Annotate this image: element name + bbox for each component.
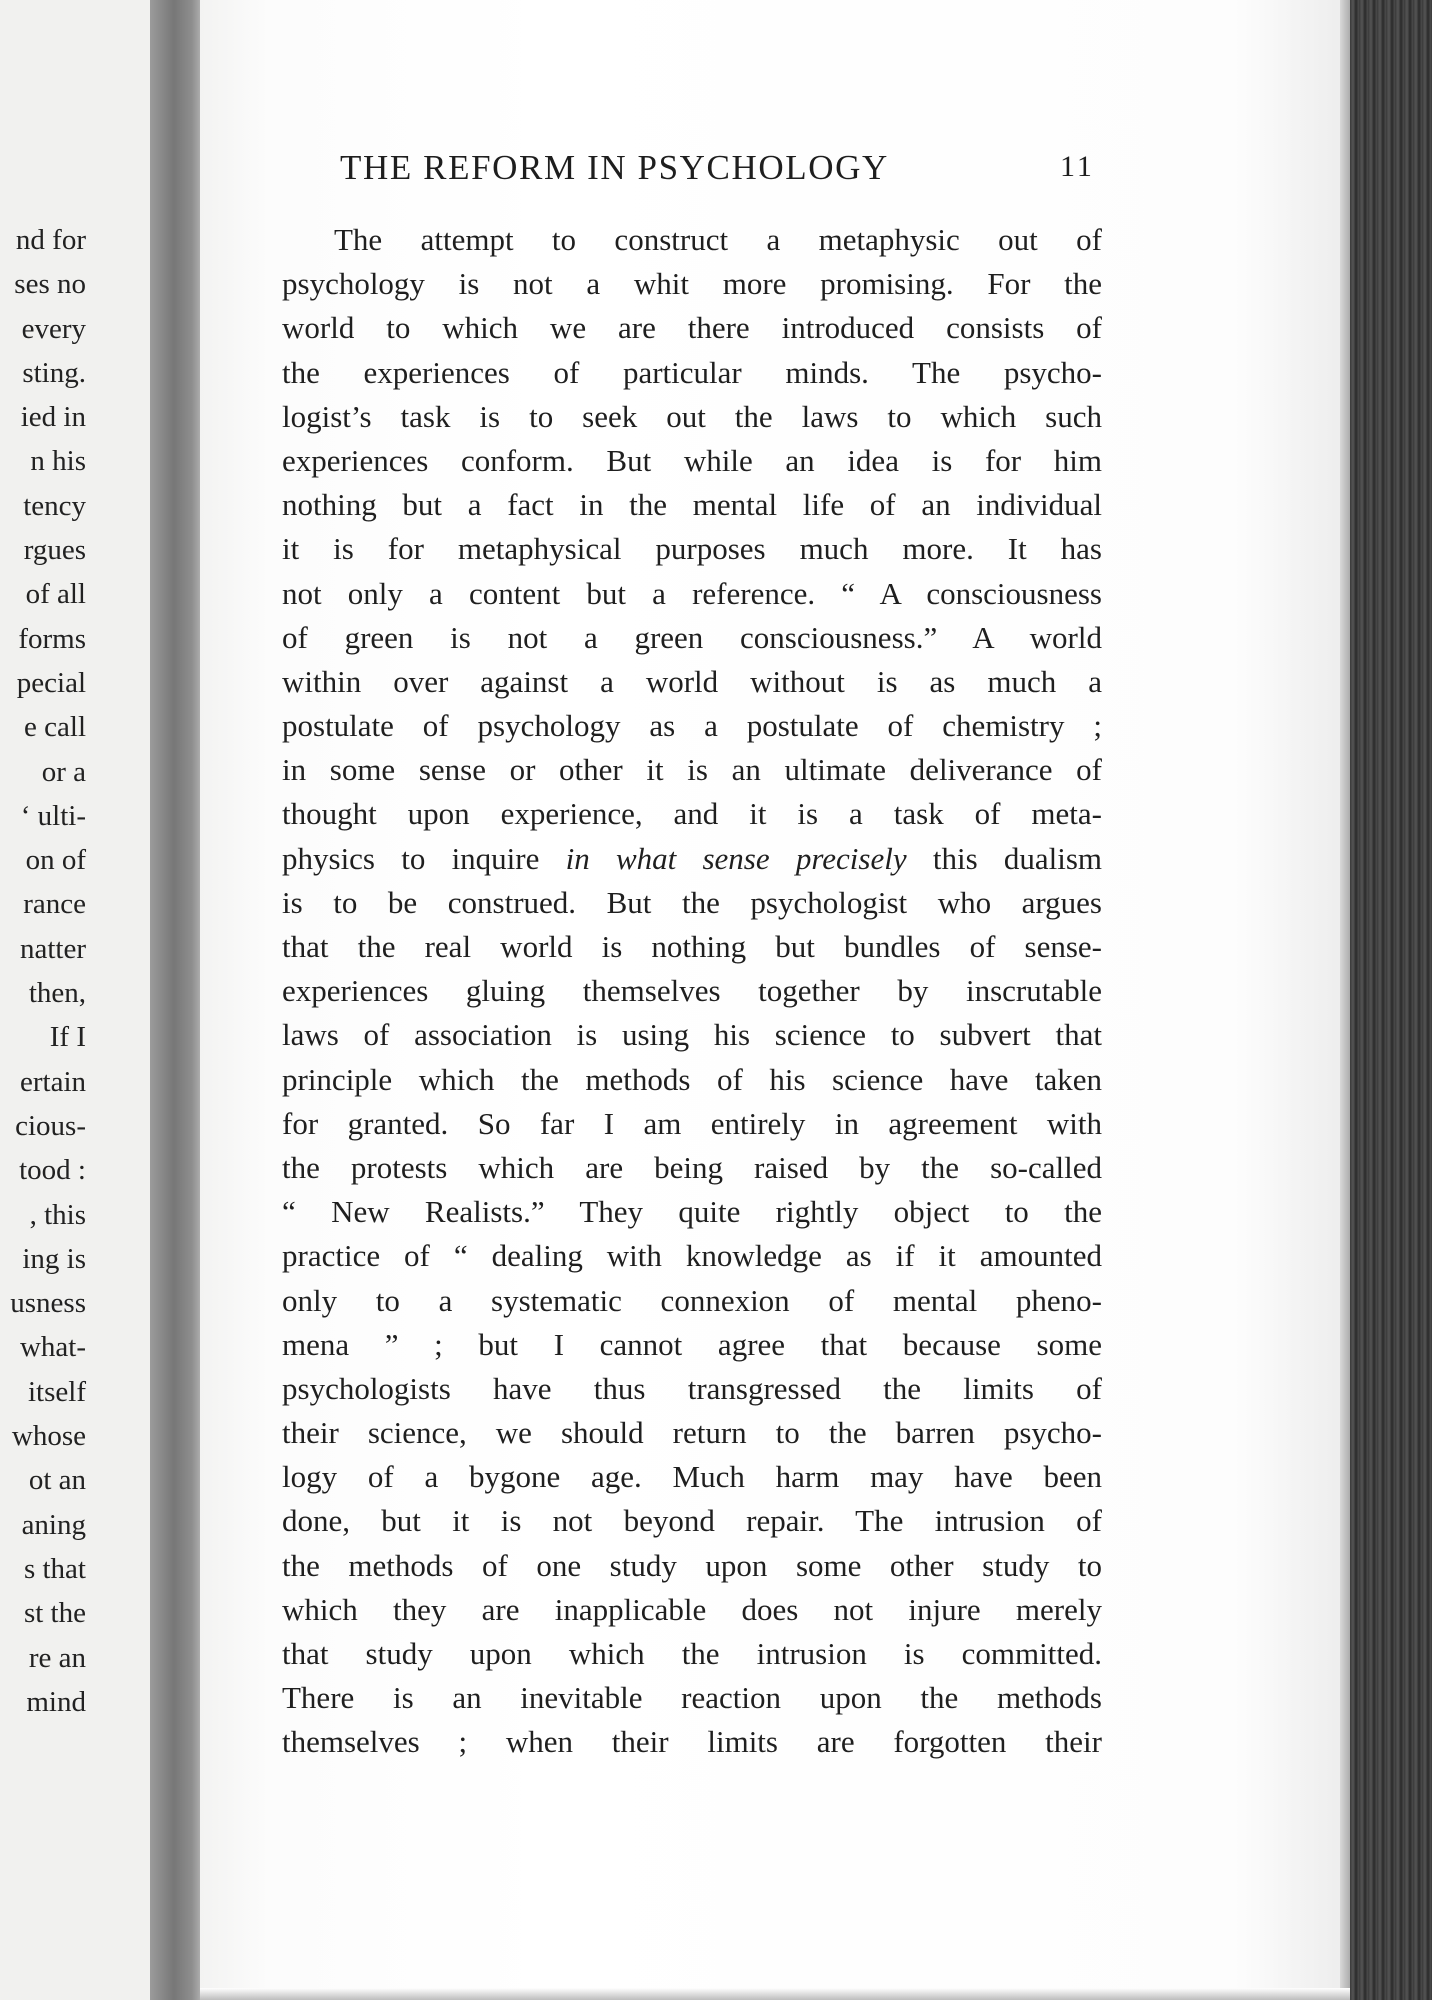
facing-page-line: ertain (19, 1065, 86, 1098)
facing-page-line: pecial (16, 666, 86, 699)
page-bottom-edge (200, 1988, 1350, 2000)
text-line-with-italic (282, 837, 1102, 881)
text-line: There is an inevitable reaction upon the methods (282, 1680, 1102, 1716)
running-head: THE REFORM IN PSYCHOLOGY (340, 148, 889, 187)
facing-page-line: s that (23, 1552, 86, 1585)
text-line: of green is not a green consciousness.” A world (282, 619, 1102, 655)
text-line: themselves ; when their limits are forgotten their (282, 1724, 1102, 1760)
text-line: that study upon which the intrusion is committed. (282, 1636, 1102, 1671)
text-line: within over against a world without is as much a (282, 663, 1102, 699)
facing-page-line: If I (49, 1021, 86, 1054)
facing-page-line: tood : (19, 1154, 86, 1187)
text-line: the experiences of particular minds. The psycho- (282, 354, 1102, 390)
facing-page-line: of all (25, 578, 86, 611)
facing-page-line: ied in (20, 401, 86, 434)
text-line: thought upon experience, and it is a task of meta- (282, 796, 1102, 832)
book-fore-edge (1350, 0, 1432, 2000)
text-line: principle which the methods of his science have taken (282, 1061, 1102, 1097)
text-line: postulate of psychology as a postulate of chemistry ; (282, 708, 1102, 744)
facing-page-line: nd for (15, 224, 86, 256)
text-line: experiences gluing themselves together by inscrutable (282, 973, 1102, 1009)
text-segment: physics to inquire (282, 840, 540, 876)
text-line: their science, we should return to the barren psycho- (282, 1415, 1102, 1451)
text-line: experiences conform. But while an idea is for him (282, 442, 1102, 478)
facing-page-line: ses no (14, 268, 86, 301)
facing-page-line: or a (41, 755, 86, 788)
text-segment: this dualism (932, 840, 1103, 876)
text-line: nothing but a fact in the mental life of an individual (282, 487, 1102, 523)
facing-page-text (0, 218, 86, 1724)
text-line: is to be construed. But the psychologist who argues (282, 884, 1102, 920)
facing-page-line: then, (28, 977, 86, 1010)
text-line: not only a content but a reference. “ A consciousness (282, 575, 1102, 611)
facing-page-line: on of (25, 844, 86, 877)
facing-page-line: rgues (23, 534, 86, 567)
text-line: laws of association is using his science to subvert that (282, 1017, 1102, 1053)
text-line: psychology is not a whit more promising. For the (282, 266, 1102, 302)
text-line: logy of a bygone age. Much harm may have been (282, 1459, 1102, 1495)
facing-page-line: st the (23, 1597, 86, 1630)
facing-page-line: itself (28, 1375, 86, 1408)
facing-page-line: forms (18, 622, 86, 655)
text-line: The attempt to construct a metaphysic out of (334, 222, 1102, 257)
facing-page-line: n his (30, 445, 86, 478)
italic-phrase: in what sense precisely (565, 840, 907, 876)
facing-page-line: aning (21, 1508, 86, 1541)
facing-page-line: , this (29, 1198, 86, 1231)
facing-page-line: usness (10, 1287, 86, 1320)
text-line: it is for metaphysical purposes much more. It has (282, 531, 1102, 567)
text-line: world to which we are there introduced consists of (282, 310, 1102, 346)
facing-page-line: re an (28, 1641, 86, 1674)
facing-page-line: natter (19, 932, 86, 965)
facing-page-line: e call (24, 711, 86, 744)
facing-page-line: ot an (28, 1464, 86, 1497)
page-header (340, 148, 1100, 198)
text-line: mena ” ; but I cannot agree that because some (282, 1326, 1102, 1362)
facing-page-line: every (21, 312, 86, 345)
body-text (282, 218, 1102, 1765)
facing-page-line: tency (23, 489, 86, 522)
text-line: the protests which are being raised by the so-called (282, 1149, 1102, 1185)
facing-page (0, 0, 150, 2000)
facing-page-line: whose (11, 1420, 86, 1453)
text-line: psychologists have thus transgressed the limits of (282, 1370, 1102, 1406)
facing-page-line: mind (26, 1685, 86, 1718)
text-line: the methods of one study upon some other study to (282, 1547, 1102, 1583)
facing-page-line: ‘ ulti- (20, 799, 86, 832)
page-number: 11 (1060, 150, 1095, 183)
text-line: for granted. So far I am entirely in agreement with (282, 1105, 1102, 1141)
facing-page-line: sting. (22, 356, 86, 389)
text-line: that the real world is nothing but bundles of sense- (282, 929, 1102, 964)
text-line: practice of “ dealing with knowledge as if it amounted (282, 1238, 1102, 1274)
text-line: “ New Realists.” They quite rightly object to the (282, 1194, 1102, 1230)
text-line: in some sense or other it is an ultimate deliverance of (282, 752, 1102, 788)
text-line: only to a systematic connexion of mental pheno- (282, 1282, 1102, 1318)
text-line: which they are inapplicable does not injure merely (282, 1591, 1102, 1627)
facing-page-line: cious- (15, 1109, 86, 1142)
facing-page-line: ing is (22, 1242, 86, 1275)
text-line: logist’s task is to seek out the laws to which such (282, 398, 1102, 434)
facing-page-line: what- (19, 1331, 86, 1364)
facing-page-line: rance (23, 888, 86, 921)
text-line: done, but it is not beyond repair. The intrusion of (282, 1503, 1102, 1539)
